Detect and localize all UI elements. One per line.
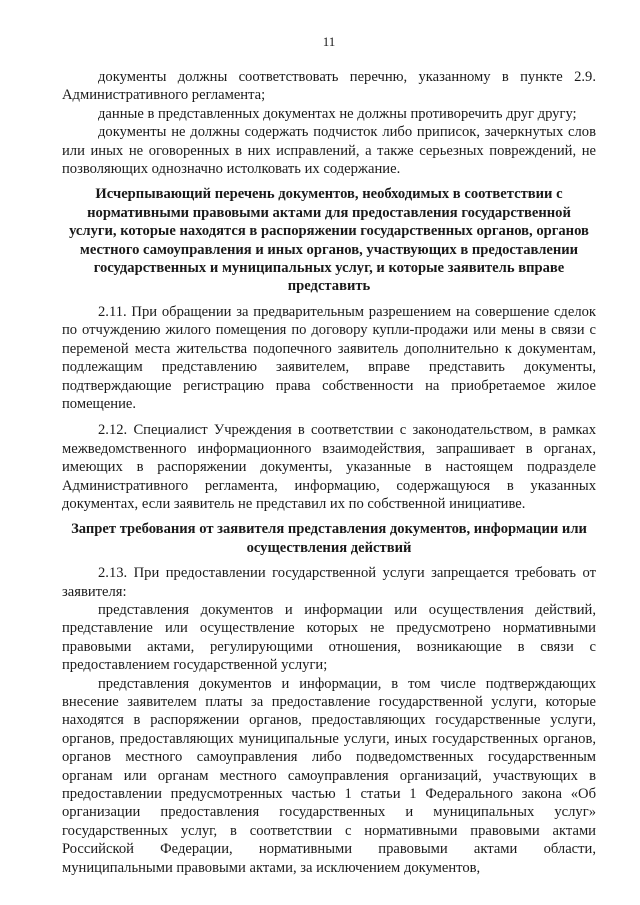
paragraph-2-11: 2.11. При обращении за предварительным разрешением на совершение сделок по отчуждению жилого помещения по договору купли-продажи или мены в связи с переменой места жительства подопечного заявитель дополнительно к документам, подлежащим представлению заявителем, вправе представить документы, подтверждающие регистрацию права собственности на приобретаемое жилое помещение. [62, 303, 596, 412]
section-heading-documents-list: Исчерпывающий перечень документов, необходимых в соответствии с нормативными правовыми актами для предоставления государственной услуги, которые находятся в распоряжении государственных органов, органов местного самоуправления и иных органов, участвующих в предоставлении государственных и муниципальных услуг, и которые заявитель вправе представить [69, 186, 589, 295]
paragraph-gap [62, 413, 596, 421]
section-heading-prohibition: Запрет требования от заявителя представления документов, информации или осуществления действий [71, 521, 587, 556]
paragraph-requirement-3: документы не должны содержать подчисток либо приписок, зачеркнутых слов или иных не оговоренных в них исправлений, а также серьезных повреждений, не позволяющих однозначно истолковать их содержание. [62, 124, 596, 178]
paragraph-list-item-1: представления документов и информации или осуществления действий, представление или осуществление которых не предусмотрено нормативными правовыми актами, регулирующими отношения, возникающие в связи с предоставлением государственной услуги; [62, 601, 596, 674]
paragraph-2-12: 2.12. Специалист Учреждения в соответствии с законодательством, в рамках межведомственного информационного взаимодействия, запрашивает в органах, имеющих в распоряжении документы, указанные в настоящем подразделе Административного регламента, информацию, содержащуюся в указанных документах, если заявитель не представил их по собственной инициативе. [62, 422, 596, 512]
paragraph-2-13: 2.13. При предоставлении государственной услуги запрещается требовать от заявителя: [62, 565, 596, 600]
paragraph-requirement-1: документы должны соответствовать перечню, указанному в пункте 2.9. Административного регламента; [62, 69, 596, 104]
paragraph-list-item-2: представления документов и информации, в том числе подтверждающих внесение заявителем платы за предоставление государственной услуги, которые находятся в распоряжении органов, предоставляющих государственные услуги, органов, предоставляющих муниципальные услуги, иных государственных органов, органов местного самоуправления либо подведомственных государственным органам или органам местного самоуправления организаций, участвующих в предоставлении предусмотренных частью 1 статьи 1 Федерального закона «Об организации предоставления государственных и муниципальных услуг» государственных услуг, в соответствии с нормативными правовыми актами Российской Федерации, нормативными правовыми актами области, муниципальными правовыми актами, за исключением документов, [62, 675, 596, 876]
page-number: 11 [322, 34, 336, 49]
paragraph-requirement-2: данные в представленных документах не должны противоречить друг другу; [98, 105, 577, 122]
